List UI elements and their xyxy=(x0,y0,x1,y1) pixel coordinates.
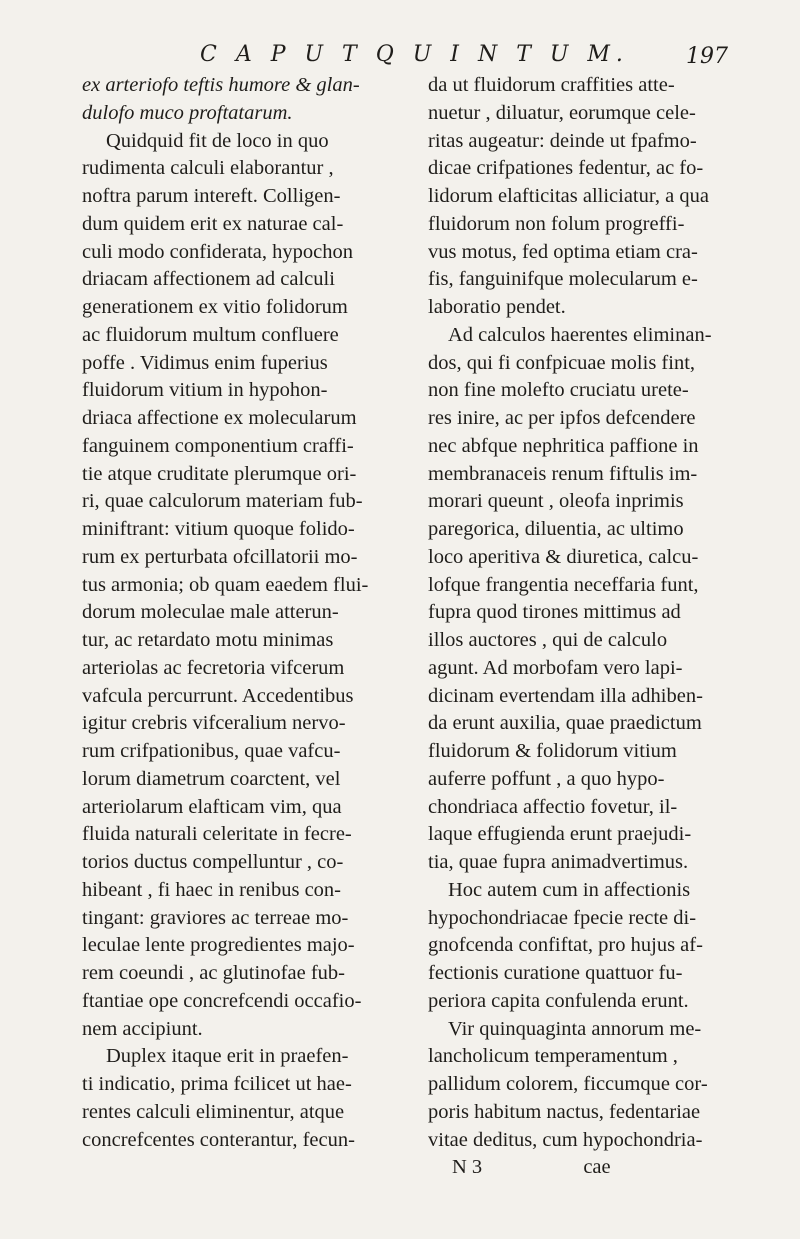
text-line: ri, quae calculorum materiam fub- xyxy=(82,490,363,513)
signature-mark: N 3 xyxy=(452,1156,483,1179)
text-line: tus armonia; ob quam eaedem flui- xyxy=(82,573,369,596)
text-line: driacam affectionem ad calculi xyxy=(82,268,335,291)
text-line: rum ex perturbata ofcillatorii mo- xyxy=(82,545,358,568)
text-line: ex arteriofo teftis humore & glan- xyxy=(82,74,360,96)
text-line: tingant: graviores ac terreae mo- xyxy=(82,906,349,929)
catchword: cae xyxy=(583,1156,611,1179)
text-line: rem coeundi , ac glutinofae fub- xyxy=(82,962,345,984)
text-line: Duplex itaque erit in praefen- xyxy=(106,1045,349,1068)
text-line: pallidum colorem, ficcumque cor- xyxy=(428,1073,708,1095)
text-line: fluidorum & folidorum vitium xyxy=(428,740,677,762)
text-line: hibeant , fi haec in renibus con- xyxy=(82,878,342,901)
text-line: Quidquid fit de loco in quo xyxy=(106,129,329,152)
text-line: driaca affectione ex molecularum xyxy=(82,407,357,429)
text-line: lidorum elafticitas alliciatur, a qua xyxy=(428,185,709,207)
text-line: miniftrant: vitium quoque folido- xyxy=(82,518,355,540)
running-head: C A P U T Q U I N T U M. xyxy=(200,42,629,67)
right-column xyxy=(428,72,750,1180)
text-line: Vir quinquaginta annorum me- xyxy=(448,1017,702,1040)
text-line: fluidorum non folum progreffi- xyxy=(428,212,685,235)
text-line: igitur crebris vifceralium nervo- xyxy=(82,712,346,735)
text-line: nem accipiunt. xyxy=(82,1017,203,1040)
text-line: culi modo confiderata, hypochon xyxy=(82,240,353,263)
left-column xyxy=(82,72,412,1154)
text-line: Hoc autem cum in affectionis xyxy=(448,878,691,901)
text-line: poffe . Vidimus enim fuperius xyxy=(82,351,328,374)
text-line: agunt. Ad morbofam vero lapi- xyxy=(428,656,683,679)
text-line: nuetur , diluatur, eorumque cele- xyxy=(428,101,696,124)
text-line: laboratio pendet. xyxy=(428,296,566,318)
text-line: rudimenta calculi elaborantur , xyxy=(82,157,334,180)
text-line: da erunt auxilia, quae praedictum xyxy=(428,712,702,735)
text-line: nec abfque nephritica paffione in xyxy=(428,434,699,457)
text-line: dum quidem erit ex naturae cal- xyxy=(82,212,344,235)
footer-line xyxy=(428,1154,750,1180)
text-line: fupra quod tirones mittimus ad xyxy=(428,601,681,624)
text-line: lorum diametrum coarctent, vel xyxy=(82,767,341,790)
text-line: rentes calculi eliminentur, atque xyxy=(82,1100,345,1123)
text-line: da ut fluidorum craffities atte- xyxy=(428,74,675,96)
text-line: ti indicatio, prima fcilicet ut hae- xyxy=(82,1073,352,1095)
text-line: tie atque cruditate plerumque ori- xyxy=(82,462,357,485)
text-line: ac fluidorum multum confluere xyxy=(82,323,339,346)
text-line: torios ductus compelluntur , co- xyxy=(82,851,344,873)
text-line: laque effugienda erunt praejudi- xyxy=(428,823,692,846)
text-line: poris habitum nactus, fedentariae xyxy=(428,1100,701,1123)
text-line: gnofcenda confiftat, pro hujus af- xyxy=(428,934,703,957)
text-line: arteriolarum elafticam vim, qua xyxy=(82,795,342,818)
text-line: lofque frangentia neceffaria funt, xyxy=(428,573,699,596)
text-line: Ad calculos haerentes eliminan- xyxy=(448,323,712,346)
text-line: res inire, ac per ipfos defcendere xyxy=(428,407,696,429)
text-line: lancholicum temperamentum , xyxy=(428,1045,678,1068)
text-line: fanguinem componentium craffi- xyxy=(82,434,354,457)
text-line: dorum moleculae male atterun- xyxy=(82,601,339,624)
text-line: vus motus, fed optima etiam cra- xyxy=(428,240,698,263)
text-line: rum crifpationibus, quae vafcu- xyxy=(82,740,341,762)
text-line: vafcula percurrunt. Accedentibus xyxy=(82,684,354,707)
text-line: leculae lente progredientes majo- xyxy=(82,934,355,957)
text-line: dos, qui fi confpicuae molis fint, xyxy=(428,351,696,374)
text-line: ftantiae ope concrefcendi occafio- xyxy=(82,989,362,1012)
text-line: fluida naturali celeritate in fecre- xyxy=(82,823,352,846)
text-line: generationem ex vitio folidorum xyxy=(82,296,348,318)
text-line: tur, ac retardato motu minimas xyxy=(82,629,334,651)
text-line: periora capita confulenda erunt. xyxy=(428,989,689,1012)
text-line: concrefcentes conterantur, fecun- xyxy=(82,1128,355,1151)
text-line: morari queunt , oleofa inprimis xyxy=(428,490,684,513)
text-line: hypochondriacae fpecie recte di- xyxy=(428,906,697,929)
text-line: dicinam evertendam illa adhiben- xyxy=(428,684,703,707)
text-line: illos auctores , qui de calculo xyxy=(428,629,668,651)
text-line: tia, quae fupra animadvertimus. xyxy=(428,851,689,873)
text-line: dicae crifpationes fedentur, ac fo- xyxy=(428,157,704,180)
text-line: arteriolas ac fecretoria vifcerum xyxy=(82,656,345,679)
text-line: chondriaca affectio fovetur, il- xyxy=(428,795,678,818)
text-line: loco aperitiva & diuretica, calcu- xyxy=(428,545,699,568)
text-line: membranaceis renum fiftulis im- xyxy=(428,462,698,485)
text-line: ritas augeatur: deinde ut fpafmo- xyxy=(428,129,697,152)
text-line: vitae deditus, cum hypochondria- xyxy=(428,1128,703,1151)
text-line: auferre poffunt , a quo hypo- xyxy=(428,767,665,790)
text-line: fluidorum vitium in hypohon- xyxy=(82,379,328,402)
text-line: noftra parum intereft. Colligen- xyxy=(82,185,341,207)
text-line: non fine molefto cruciatu urete- xyxy=(428,379,689,402)
page-number: 197 xyxy=(686,44,728,69)
text-line: paregorica, diluentia, ac ultimo xyxy=(428,518,684,540)
text-line: fectionis curatione quattuor fu- xyxy=(428,962,683,984)
text-line: dulofo muco proftatarum. xyxy=(82,101,293,124)
text-line: fis, fanguinifque molecularum e- xyxy=(428,268,698,291)
